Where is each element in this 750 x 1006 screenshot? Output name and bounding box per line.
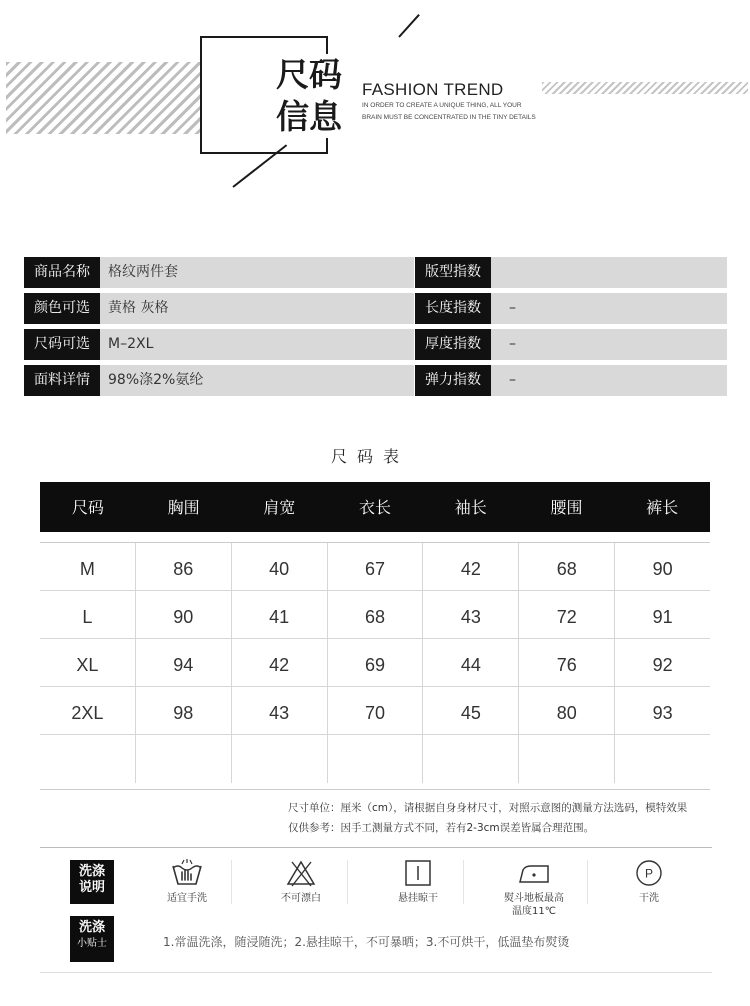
- hang-dry-icon: [401, 858, 435, 888]
- table-row: [40, 735, 710, 783]
- divider: [347, 860, 348, 904]
- table-cell: 43: [422, 591, 518, 638]
- decorative-stripes-right: [542, 82, 748, 94]
- table-cell: 68: [518, 543, 614, 590]
- table-cell: 72: [518, 591, 614, 638]
- table-cell: [135, 735, 231, 783]
- info-label-right: 弹力指数: [415, 365, 491, 396]
- care-label: 熨斗地板最高: [504, 893, 564, 904]
- info-row: [24, 365, 727, 396]
- wash-instructions-badge: [70, 860, 114, 904]
- column-header: 袖长: [454, 498, 487, 517]
- brand-subtext-2: BRAIN MUST BE CONCENTRATED IN THE TINY DETAILS: [362, 114, 536, 121]
- table-cell: 94: [135, 639, 231, 686]
- size-table-header: [40, 482, 710, 532]
- badge-text: 洗涤: [78, 920, 105, 935]
- table-cell: 90: [135, 591, 231, 638]
- size-note-1: 尺寸单位：厘米（cm），请根据自身身材尺寸，对照示意图的测量方法选码，模特效果: [288, 802, 688, 814]
- column-header: 尺码: [71, 498, 104, 517]
- info-value: 黄格 灰格: [100, 293, 414, 324]
- table-cell: 42: [422, 543, 518, 590]
- info-row: [24, 257, 727, 288]
- divider: [231, 860, 232, 904]
- table-cell: [40, 735, 135, 783]
- hand-wash-icon: [170, 858, 204, 888]
- info-value: 98%涤2%氨纶: [100, 365, 414, 396]
- iron-icon: [517, 858, 551, 888]
- info-label-right: 厚度指数: [415, 329, 491, 360]
- info-row: [24, 293, 727, 324]
- care-hang-dry: [370, 858, 466, 905]
- title-line-2: 信息: [276, 97, 342, 136]
- divider: [40, 972, 712, 973]
- table-cell: M: [79, 559, 95, 579]
- table-cell: [518, 735, 614, 783]
- table-cell: 92: [614, 639, 710, 686]
- table-cell: 69: [327, 639, 423, 686]
- table-row: [40, 687, 710, 735]
- page-title: [270, 54, 360, 138]
- table-cell: 90: [614, 543, 710, 590]
- table-cell: 80: [518, 687, 614, 734]
- table-cell: L: [82, 607, 93, 627]
- column-header: 肩宽: [263, 498, 296, 517]
- size-table-title: 尺码表: [330, 447, 409, 466]
- info-label-right: 长度指数: [415, 293, 491, 324]
- table-cell: 45: [422, 687, 518, 734]
- wash-tips-badge: [70, 916, 114, 962]
- info-value: 格纹两件套: [100, 257, 414, 288]
- no-bleach-icon: [284, 858, 318, 888]
- header-banner: [0, 0, 750, 220]
- divider: [463, 860, 464, 904]
- table-cell: XL: [76, 655, 99, 675]
- badge-text: 小贴士: [77, 938, 107, 949]
- table-cell: 86: [135, 543, 231, 590]
- info-label: 商品名称: [24, 257, 100, 288]
- care-label: 适宜手洗: [167, 893, 207, 904]
- info-label: 颜色可选: [24, 293, 100, 324]
- table-cell: 2XL: [71, 703, 104, 723]
- brand-text: FASHION TREND: [362, 80, 504, 99]
- info-label-right: 版型指数: [415, 257, 491, 288]
- table-row: [40, 543, 710, 591]
- care-label: 干洗: [639, 893, 659, 904]
- column-header: 衣长: [359, 498, 392, 517]
- table-cell: 43: [231, 687, 327, 734]
- table-cell: 40: [231, 543, 327, 590]
- badge-text: 洗涤: [78, 864, 105, 879]
- column-header: 胸围: [167, 498, 200, 517]
- table-row: [40, 639, 710, 687]
- info-row: [24, 329, 727, 360]
- table-cell: 70: [327, 687, 423, 734]
- divider: [587, 860, 588, 904]
- divider: [40, 847, 712, 848]
- column-header: 裤长: [646, 498, 679, 517]
- table-cell: 98: [135, 687, 231, 734]
- table-cell: 68: [327, 591, 423, 638]
- info-value-right: –: [491, 329, 727, 360]
- care-label: 悬挂晾干: [398, 893, 438, 904]
- table-cell: 91: [614, 591, 710, 638]
- title-line-1: 尺码: [276, 55, 342, 94]
- table-cell: [614, 735, 710, 783]
- info-value-right: [491, 257, 727, 288]
- care-no-bleach: [253, 858, 349, 905]
- wash-tips-text: 1.常温洗涤，随浸随洗；2.悬挂晾干，不可暴晒；3.不可烘干，低温垫布熨烫: [163, 935, 570, 949]
- badge-text: 说明: [78, 880, 105, 895]
- table-cell: [231, 735, 327, 783]
- info-value-right: –: [491, 293, 727, 324]
- care-iron: [486, 858, 582, 918]
- care-hand-wash: [139, 858, 235, 905]
- decorative-slash-top: [398, 14, 420, 38]
- table-cell: 93: [614, 687, 710, 734]
- brand-subtext-1: IN ORDER TO CREATE A UNIQUE THING, ALL YOUR: [362, 102, 522, 109]
- size-table-body: [40, 542, 710, 790]
- info-label: 面料详情: [24, 365, 100, 396]
- table-row: [40, 591, 710, 639]
- care-dry-clean: [601, 858, 697, 905]
- table-cell: 42: [231, 639, 327, 686]
- size-note-2: 仅供参考：因手工测量方式不同，若有2-3cm误差皆属合理范围。: [288, 822, 595, 834]
- table-cell: 76: [518, 639, 614, 686]
- table-cell: [327, 735, 423, 783]
- table-cell: 67: [327, 543, 423, 590]
- table-cell: [422, 735, 518, 783]
- info-value-right: –: [491, 365, 727, 396]
- column-header: 腰围: [550, 498, 583, 517]
- dry-clean-icon: [632, 858, 666, 888]
- care-label: 不可漂白: [281, 893, 321, 904]
- info-value: M–2XL: [100, 329, 414, 360]
- table-cell: 41: [231, 591, 327, 638]
- info-label: 尺码可选: [24, 329, 100, 360]
- table-cell: 44: [422, 639, 518, 686]
- svg-text:P: P: [644, 866, 654, 881]
- care-label-2: 温度11℃: [512, 906, 556, 917]
